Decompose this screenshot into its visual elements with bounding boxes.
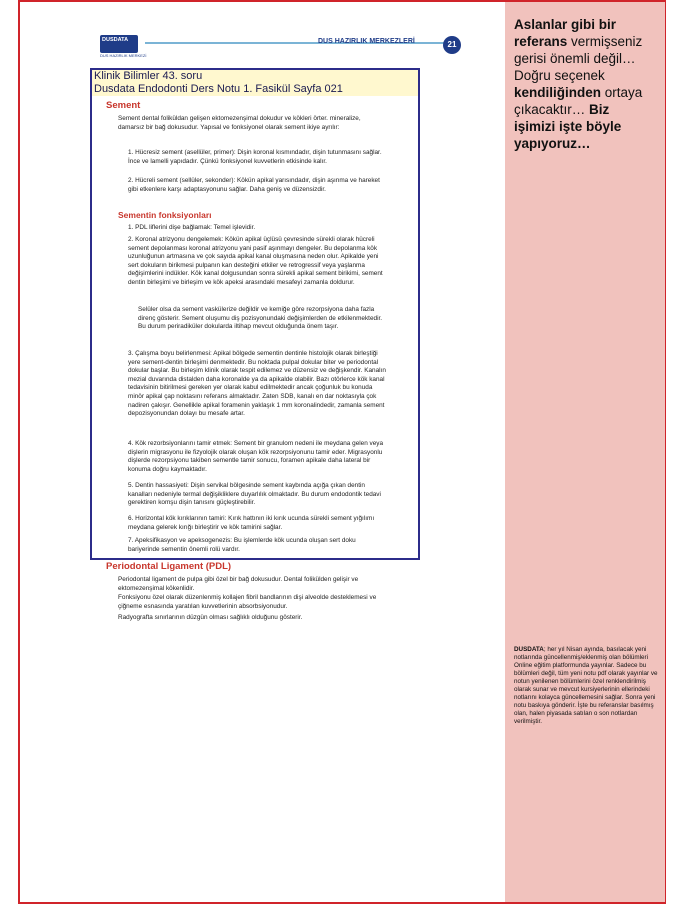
section-fonksiyonlar: Sementin fonksiyonları [118, 210, 212, 220]
sidebar-note [514, 646, 658, 726]
pdl-bullet-2: Fonksiyonu özel olarak düzenlenmiş kollajen fibril bandlarının dişi alveolde desteklemesi ve çiğneme esnasında yaratılan kuvvetlerinin absorbsiyonudur. [118, 594, 377, 610]
fonk-item-4: 4. Kök rezorbsiyonlarını tamir etmek: Sement bir granulom nedeni ile meydana gelen veya dişlerin migrasyonu ile fizyolojik olarak oluşan kök rezorpsiyonunu tamir eder. Migrasyonlu dişlerde rezorpsiyonu takiben sementle tamir sonucu, foramen apikale daha lateral bir konuma doğru kaymaktadır. [128, 440, 384, 473]
header-title: DUS HAZIRLIK MERKEZLERİ [318, 38, 415, 45]
pdl-bullet-3: Radyografta sınırlarının düzgün olması sağlıklı olduğunu gösterir. [118, 614, 303, 621]
slogan-part-a: Aslanlar gibi bir [514, 17, 617, 32]
fonk-item-2: 2. Koronal atrizyonu dengelemek: Kökün apikal üçlüsü çevresinde sürekli olarak hücreli sement depolanması koronal atrizyonu yani pasif aşınmayı dengeler. Bu depolanma kök uzunluğunun artmasına ve çok sayıda apikal kanal oluşmasına neden olur. Apikalde yeni sert dokuların birikmesi pulpanın kan desteğini etkiler ve retrogressif veya yaşlanma değişimlerini indükler. Kök kanal dolgusundan sonra sürekli apikal sement birikimi, sement dentin birleşimi ve birleşim ve kök apeksi arasındaki mesafeyi zamanla doldurur. [128, 236, 383, 286]
slogan-part-d: kendiliğinden [514, 85, 602, 100]
logo-subtitle: DUS HAZIRLIK MERKEZİ [100, 53, 147, 58]
reference-highlight-box [90, 68, 420, 560]
fonk-item-3: 3. Çalışma boyu belirlenmesi: Apikal bölgede sementin dentinle histolojik olarak birleştiği yere sement-dentin birleşimi denmektedir. Bu noktada pulpal dokular biter ve periodontal dokular başlar. Bu birleşim klinik olarak tespit edilemez ve düzensiz ve değişkendir. Kanalın mezial duvarında distalden daha koronalde ya da apikalde olabilir. Bazı otörlerce kök kanal tedavisinin bitirilmesi gereken yer olarak kabul edilmektedir ancak çoğunluk bu konuda minör apikal çap noktasını referans almaktadır. Zaten SDB, kanalı en dar noktasıyla çok nadiren çakışır. Genellikle apikal foramenin yaklaşık 1 mm koronalindedir, zamanla sement depozisyonundan dolayı bu mesafe artar. [128, 350, 386, 418]
dusdata-logo: DUSDATA [100, 35, 138, 53]
section-sement: Sement [106, 100, 141, 111]
fonk-item-5: 5. Dentin hassasiyeti: Dişin servikal bölgesinde sement kaybında açığa çıkan dentin kanalları nedeniyle termal değişikliklere duyarlılık olmaktadır. Bu durum endodontik tedavi gerektiren komşu dişin tanısını güçleştirebilir. [128, 482, 381, 507]
slogan-part-f: Biz işimizi işte böyle yapıyoruz… [514, 102, 622, 151]
slogan-part-c: vermişseniz gerisi önemli değil… Doğru seçenek [514, 34, 643, 83]
note-text: ; her yıl Nisan ayında, basılacak yeni notlarında güncellenmiş/eklenmiş olan bölümleri Online eğitim platformunda yayınlar. Sadece bu bölümleri değil, tüm yeni notu pdf olarak yayınlar ve notun yenilenen bölümlerini özel renklendirilmiş olarak sunar ve mevcut kursiyerlerinin ellerindeki notlarını kolayca güncellemesini sağlar. Sonra yeni notu baskıya gönderir. İşte bu referanslar basılmış olan, halen piyasada satılan o son notlardan verilmiştir. [514, 646, 658, 725]
sement-item-1: 1. Hücresiz sement (asellüler, primer): Dişin koronal kısmındadır, dişin tutunmasını sağlar. İnce ve lamelli yapıdadır. Çünkü fonksiyonel kuvvetlerin etkisinde kalır. [128, 149, 382, 165]
reference-line-2: Dusdata Endodonti Ders Notu 1. Fasikül Sayfa 021 [94, 83, 343, 95]
page-number: 21 [443, 36, 461, 54]
slogan-part-e: ortaya çıkacaktır… [514, 85, 643, 117]
fonk-item-2b: Selüler olsa da sement vaskülerize değildir ve kemiğe göre rezorpsiyona daha fazla direnç gösterir. Sement oluşumu diş pozisyonundaki değişimlerden de etkilenmektedir. Bu durum periradiküler dokularda iltihap mevcut olduğunda önem taşır. [138, 306, 383, 331]
sidebar-slogan [514, 16, 654, 152]
reference-caption [92, 70, 418, 96]
note-brand: DUSDATA [514, 646, 544, 653]
fonk-item-1: 1. PDL liflerini dişe bağlamak: Temel işlevidir. [128, 224, 256, 231]
slogan-part-b: referans [514, 34, 568, 49]
reference-line-1: Klinik Bilimler 43. soru [94, 70, 203, 82]
fonk-item-7: 7. Apeksifikasyon ve apeksogenezis: Bu işlemlerde kök ucunda oluşan sert doku bariyerinde sementin önemli rolü vardır. [128, 537, 356, 553]
sement-bullet: Sement dental foliküldan gelişen ektomezenşimal dokudur ve kökleri örter. mineralize, damarsız bir bağ dokusudur. Yapısal ve fonksiyonel olarak sement ikiye ayrılır: [118, 115, 361, 131]
sement-item-2: 2. Hücreli sement (sellüler, sekonder): Kökün apikal yarısındadır, dişin aşınma ve hareket gibi etkenlere karşı adaptasyonunu sağlar. Daha geniş ve düzensizdir. [128, 177, 380, 193]
pdl-bullet-1: Periodontal ligament de pulpa gibi özel bir bağ dokusudur. Dental folikülden gelişir ve ektomezenşimal kökenlidir. [118, 576, 359, 592]
fonk-item-6: 6. Horizontal kök kırıklarının tamiri: Kırık hattının iki kırık ucunda sürekli sement yığılımı meydana gelerek kırığı birleştirir ve kök tamirini sağlar. [128, 515, 375, 531]
section-pdl: Periodontal Ligament (PDL) [106, 561, 232, 572]
